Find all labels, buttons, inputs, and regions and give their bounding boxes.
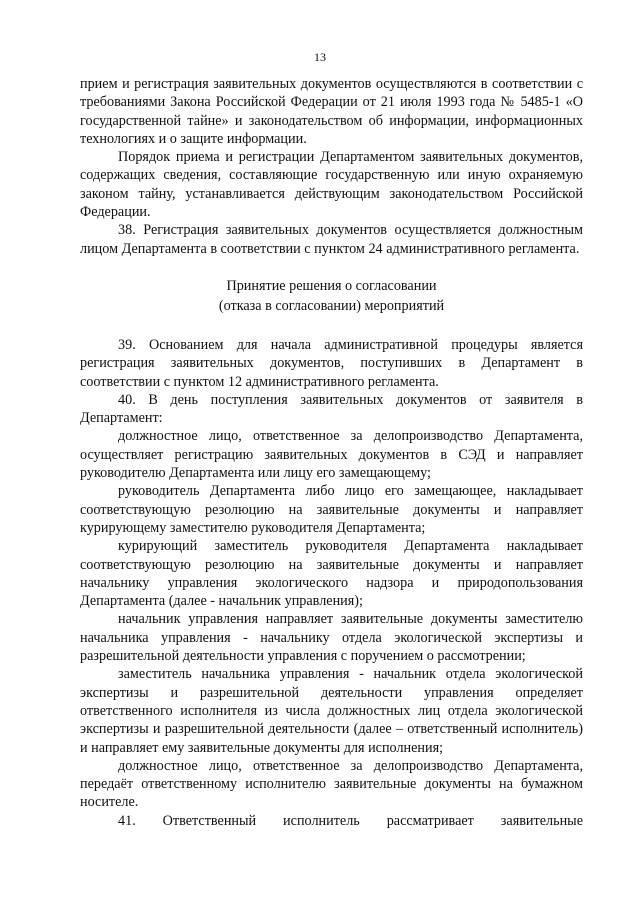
paragraph-item-38: 38. Регистрация заявительных документов осуществляется должностным лицом Департамента в соответствии с пунктом 24 административного регламента. [80, 222, 583, 257]
paragraph: должностное лицо, ответственное за делопроизводство Департамента, передаёт ответственному исполнителю заявительные документы на бумажном носителе. [80, 757, 583, 811]
paragraph: Порядок приема и регистрации Департаментом заявительных документов, содержащих сведения, составляющие государственную или иную охраняемую законом тайну, устанавливается действующим законодательством Российской Федерации. [80, 149, 583, 221]
paragraph-item-39: 39. Основанием для начала административной процедуры является регистрация заявительных документов, поступивших в Департамент в соответствии с пунктом 12 административного регламента. [80, 336, 583, 390]
paragraph: курирующий заместитель руководителя Департамента накладывает соответствующую резолюцию на заявительные документы и направляет начальнику управления экологического надзора и природопользования Департамента (далее - начальник управления); [80, 538, 583, 610]
document-body [80, 75, 583, 830]
paragraph-item-41: 41. Ответственный исполнитель рассматривает заявительные [118, 812, 583, 829]
paragraph: заместитель начальника управления - начальник отдела экологической экспертизы и разрешительной деятельности управления определяет ответственного исполнителя из числа должностных лиц отдела экологической экспертизы и разрешительной деятельности (далее – ответственный исполнитель) и направляет ему заявительные документы для исполнения; [80, 666, 583, 756]
page-number: 13 [314, 50, 326, 64]
section-heading [80, 276, 583, 316]
section-heading-line-2: (отказа в согласовании) мероприятий [218, 297, 445, 314]
paragraph-item-40: 40. В день поступления заявительных документов от заявителя в Департамент: [80, 391, 583, 427]
section-heading-line-1: Принятие решения о согласовании [226, 277, 437, 294]
paragraph: руководитель Департамента либо лицо его замещающее, накладывает соответствующую резолюцию на заявительные документы и направляет курирующему заместителю руководителя Департамента; [80, 483, 583, 536]
paragraph: начальник управления направляет заявительные документы заместителю начальника управления - начальнику отдела экологической экспертизы и разрешительной деятельности управления с поручением о рассмотрении; [80, 611, 583, 665]
paragraph: прием и регистрация заявительных документов осуществляются в соответствии с требованиями Закона Российской Федерации от 21 июля 1993 года № 5485-1 «О государственной тайне» и законодательством об информации, информационных технологиях и о защите информации. [80, 76, 583, 147]
paragraph: должностное лицо, ответственное за делопроизводство Департамента, осуществляет регистрацию заявительных документов в СЭД и направляет руководителю Департамента или лицу его замещающему; [80, 428, 583, 482]
